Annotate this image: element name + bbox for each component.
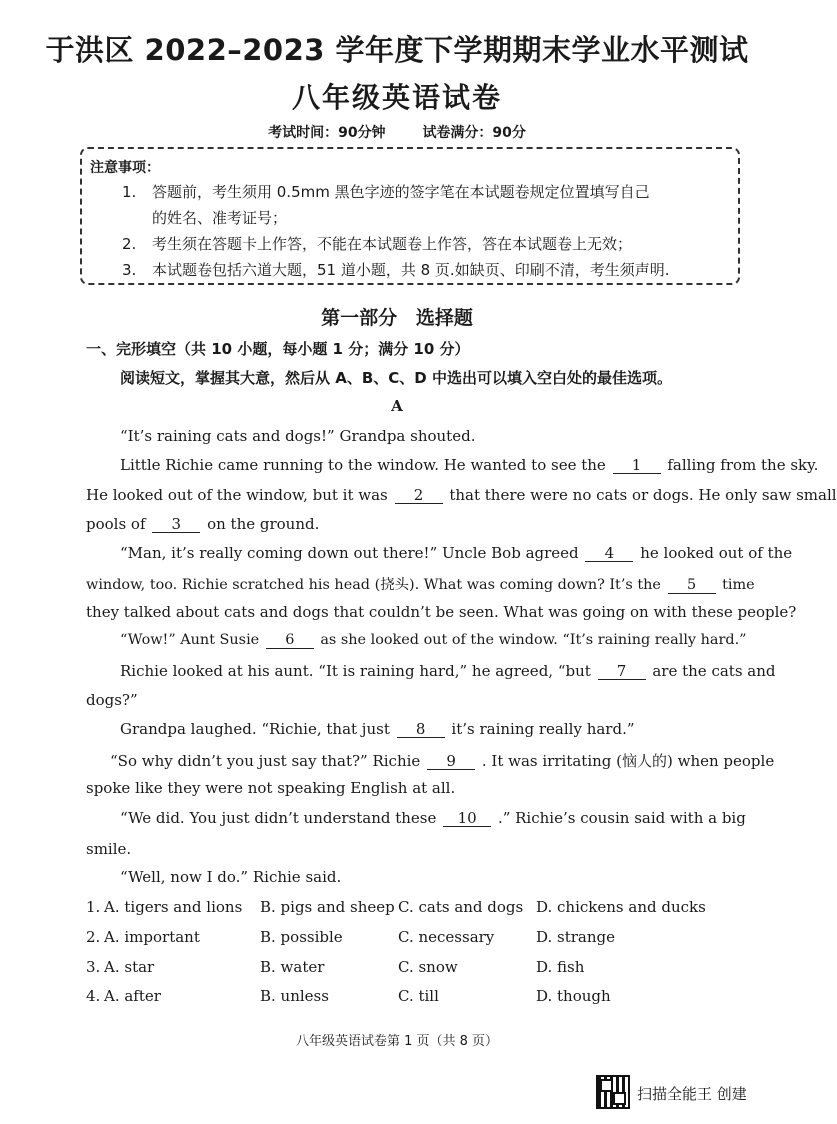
option-c: C. till — [398, 987, 439, 1005]
option-d: D. though — [536, 987, 611, 1005]
passage-text: as she looked out of the window. “It’s raining really hard.” — [320, 632, 747, 648]
passage-text: “Wow!” Aunt Susie — [120, 632, 260, 648]
blank-8: 8 — [397, 722, 445, 738]
exam-info — [0, 122, 794, 142]
option-b: B. possible — [260, 928, 343, 946]
passage-line — [86, 573, 755, 594]
question-number: 1. — [86, 898, 101, 916]
passage-label: A — [391, 397, 403, 415]
passage-text: “Man, it’s really coming down out there!” Uncle Bob agreed — [120, 544, 579, 562]
passage-line: spoke like they were not speaking English at all. — [86, 779, 456, 797]
option-b: B. unless — [260, 987, 329, 1005]
passage-text: are the cats and — [652, 662, 776, 680]
notice-number: 3. — [122, 261, 137, 279]
option-a: A. after — [104, 987, 161, 1005]
passage-text: Richie looked at his aunt. “It is raining hard,” he agreed, “but — [120, 662, 591, 680]
passage-line — [120, 544, 792, 562]
passage-line: dogs?” — [86, 691, 138, 709]
blank-5: 5 — [668, 578, 716, 594]
question-number: 2. — [86, 928, 101, 946]
option-c: C. cats and dogs — [398, 898, 524, 916]
passage-text: Grandpa laughed. “Richie, that just — [120, 720, 390, 738]
notice-item — [122, 233, 632, 254]
passage-line — [110, 750, 774, 771]
option-b: B. pigs and sheep — [260, 898, 395, 916]
notice-text: 本试题卷包括六道大题，51 道小题，共 8 页.如缺页、印刷不清，考生须声明. — [152, 261, 670, 279]
passage-text: falling from the sky. — [667, 456, 819, 474]
page-footer: 八年级英语试卷第 1 页（共 8 页） — [295, 1034, 499, 1049]
notice-box — [80, 147, 740, 285]
question-number: 3. — [86, 958, 101, 976]
notice-text: 的姓名、准考证号； — [152, 209, 288, 227]
notice-number: 2. — [122, 235, 137, 253]
option-a: A. important — [104, 928, 200, 946]
option-d: D. chickens and ducks — [536, 898, 706, 916]
blank-10: 10 — [443, 811, 491, 827]
passage-line — [86, 515, 319, 533]
notice-title: 注意事项： — [90, 160, 160, 176]
qr-code-icon — [596, 1075, 630, 1109]
part-title-left: 第一部分 — [321, 307, 398, 329]
notice-item — [122, 207, 287, 228]
passage-line — [120, 456, 818, 474]
exam-subtitle: 八年级英语试卷 — [291, 81, 502, 114]
notice-item — [122, 181, 650, 202]
passage-line: they talked about cats and dogs that couldn’t be seen. What was going on with these people? — [86, 603, 797, 621]
question-number: 4. — [86, 987, 101, 1005]
part-title-right: 选择题 — [415, 307, 473, 329]
passage-text: .” Richie’s cousin said with a big — [497, 809, 746, 827]
blank-6: 6 — [266, 633, 314, 649]
notice-number: 1. — [122, 183, 137, 201]
passage-line — [120, 632, 747, 649]
option-b: B. water — [260, 958, 325, 976]
passage-line — [120, 662, 776, 680]
exam-time: 考试时间：90分钟 — [268, 125, 386, 141]
section-title: 一、完形填空（共 10 小题，每小题 1 分；满分 10 分） — [86, 340, 470, 358]
option-c: C. necessary — [398, 928, 495, 946]
blank-7: 7 — [598, 664, 646, 680]
blank-3: 3 — [152, 517, 200, 533]
passage-text: he looked out of the — [640, 544, 793, 562]
passage-text: pools of — [86, 515, 146, 533]
passage-text: “We did. You just didn’t understand these — [120, 809, 437, 827]
passage-text: He looked out of the window, but it was — [86, 486, 388, 504]
option-d: D. strange — [536, 928, 616, 946]
option-a: A. tigers and lions — [104, 898, 243, 916]
passage-text: that there were no cats or dogs. He only saw small — [449, 486, 837, 504]
notice-text: 答题前，考生须用 0.5mm 黑色字迹的签字笔在本试题卷规定位置填写自己 — [152, 183, 650, 201]
section-instruction: 阅读短文，掌握其大意，然后从 A、B、C、D 中选出可以填入空白处的最佳选项。 — [120, 369, 672, 387]
passage-line — [120, 809, 746, 827]
blank-1: 1 — [613, 458, 661, 474]
passage-line: “It’s raining cats and dogs!” Grandpa shouted. — [120, 427, 476, 445]
passage-line: “Well, now I do.” Richie said. — [120, 868, 342, 886]
notice-item — [122, 259, 669, 280]
passage-text: it’s raining really hard.” — [451, 720, 635, 738]
passage-text: “So why didn’t you just say that?” Richie — [110, 752, 421, 770]
passage-line — [86, 486, 837, 504]
blank-2: 2 — [395, 488, 443, 504]
option-c: C. snow — [398, 958, 458, 976]
passage-text: on the ground. — [207, 515, 320, 533]
notice-text: 考生须在答题卡上作答，不能在本试题卷上作答，答在本试题卷上无效； — [152, 235, 633, 253]
blank-9: 9 — [427, 754, 475, 770]
full-score: 试卷满分：90分 — [422, 125, 526, 141]
option-d: D. fish — [536, 958, 585, 976]
scanner-watermark: 扫描全能王 创建 — [637, 1085, 747, 1103]
part-title — [0, 303, 794, 330]
passage-text: window, too. Richie scratched his head (挠头). What was coming down? It’s the — [86, 577, 661, 593]
passage-line: smile. — [86, 840, 132, 858]
option-a: A. star — [104, 958, 155, 976]
passage-line — [120, 720, 635, 738]
exam-title: 于洪区 2022–2023 学年度下学期期末学业水平测试 — [45, 33, 749, 67]
passage-text: . It was irritating (恼人的) when people — [481, 752, 775, 770]
passage-text: Little Richie came running to the window. He wanted to see the — [120, 456, 606, 474]
passage-text: time — [722, 577, 755, 593]
blank-4: 4 — [585, 546, 633, 562]
